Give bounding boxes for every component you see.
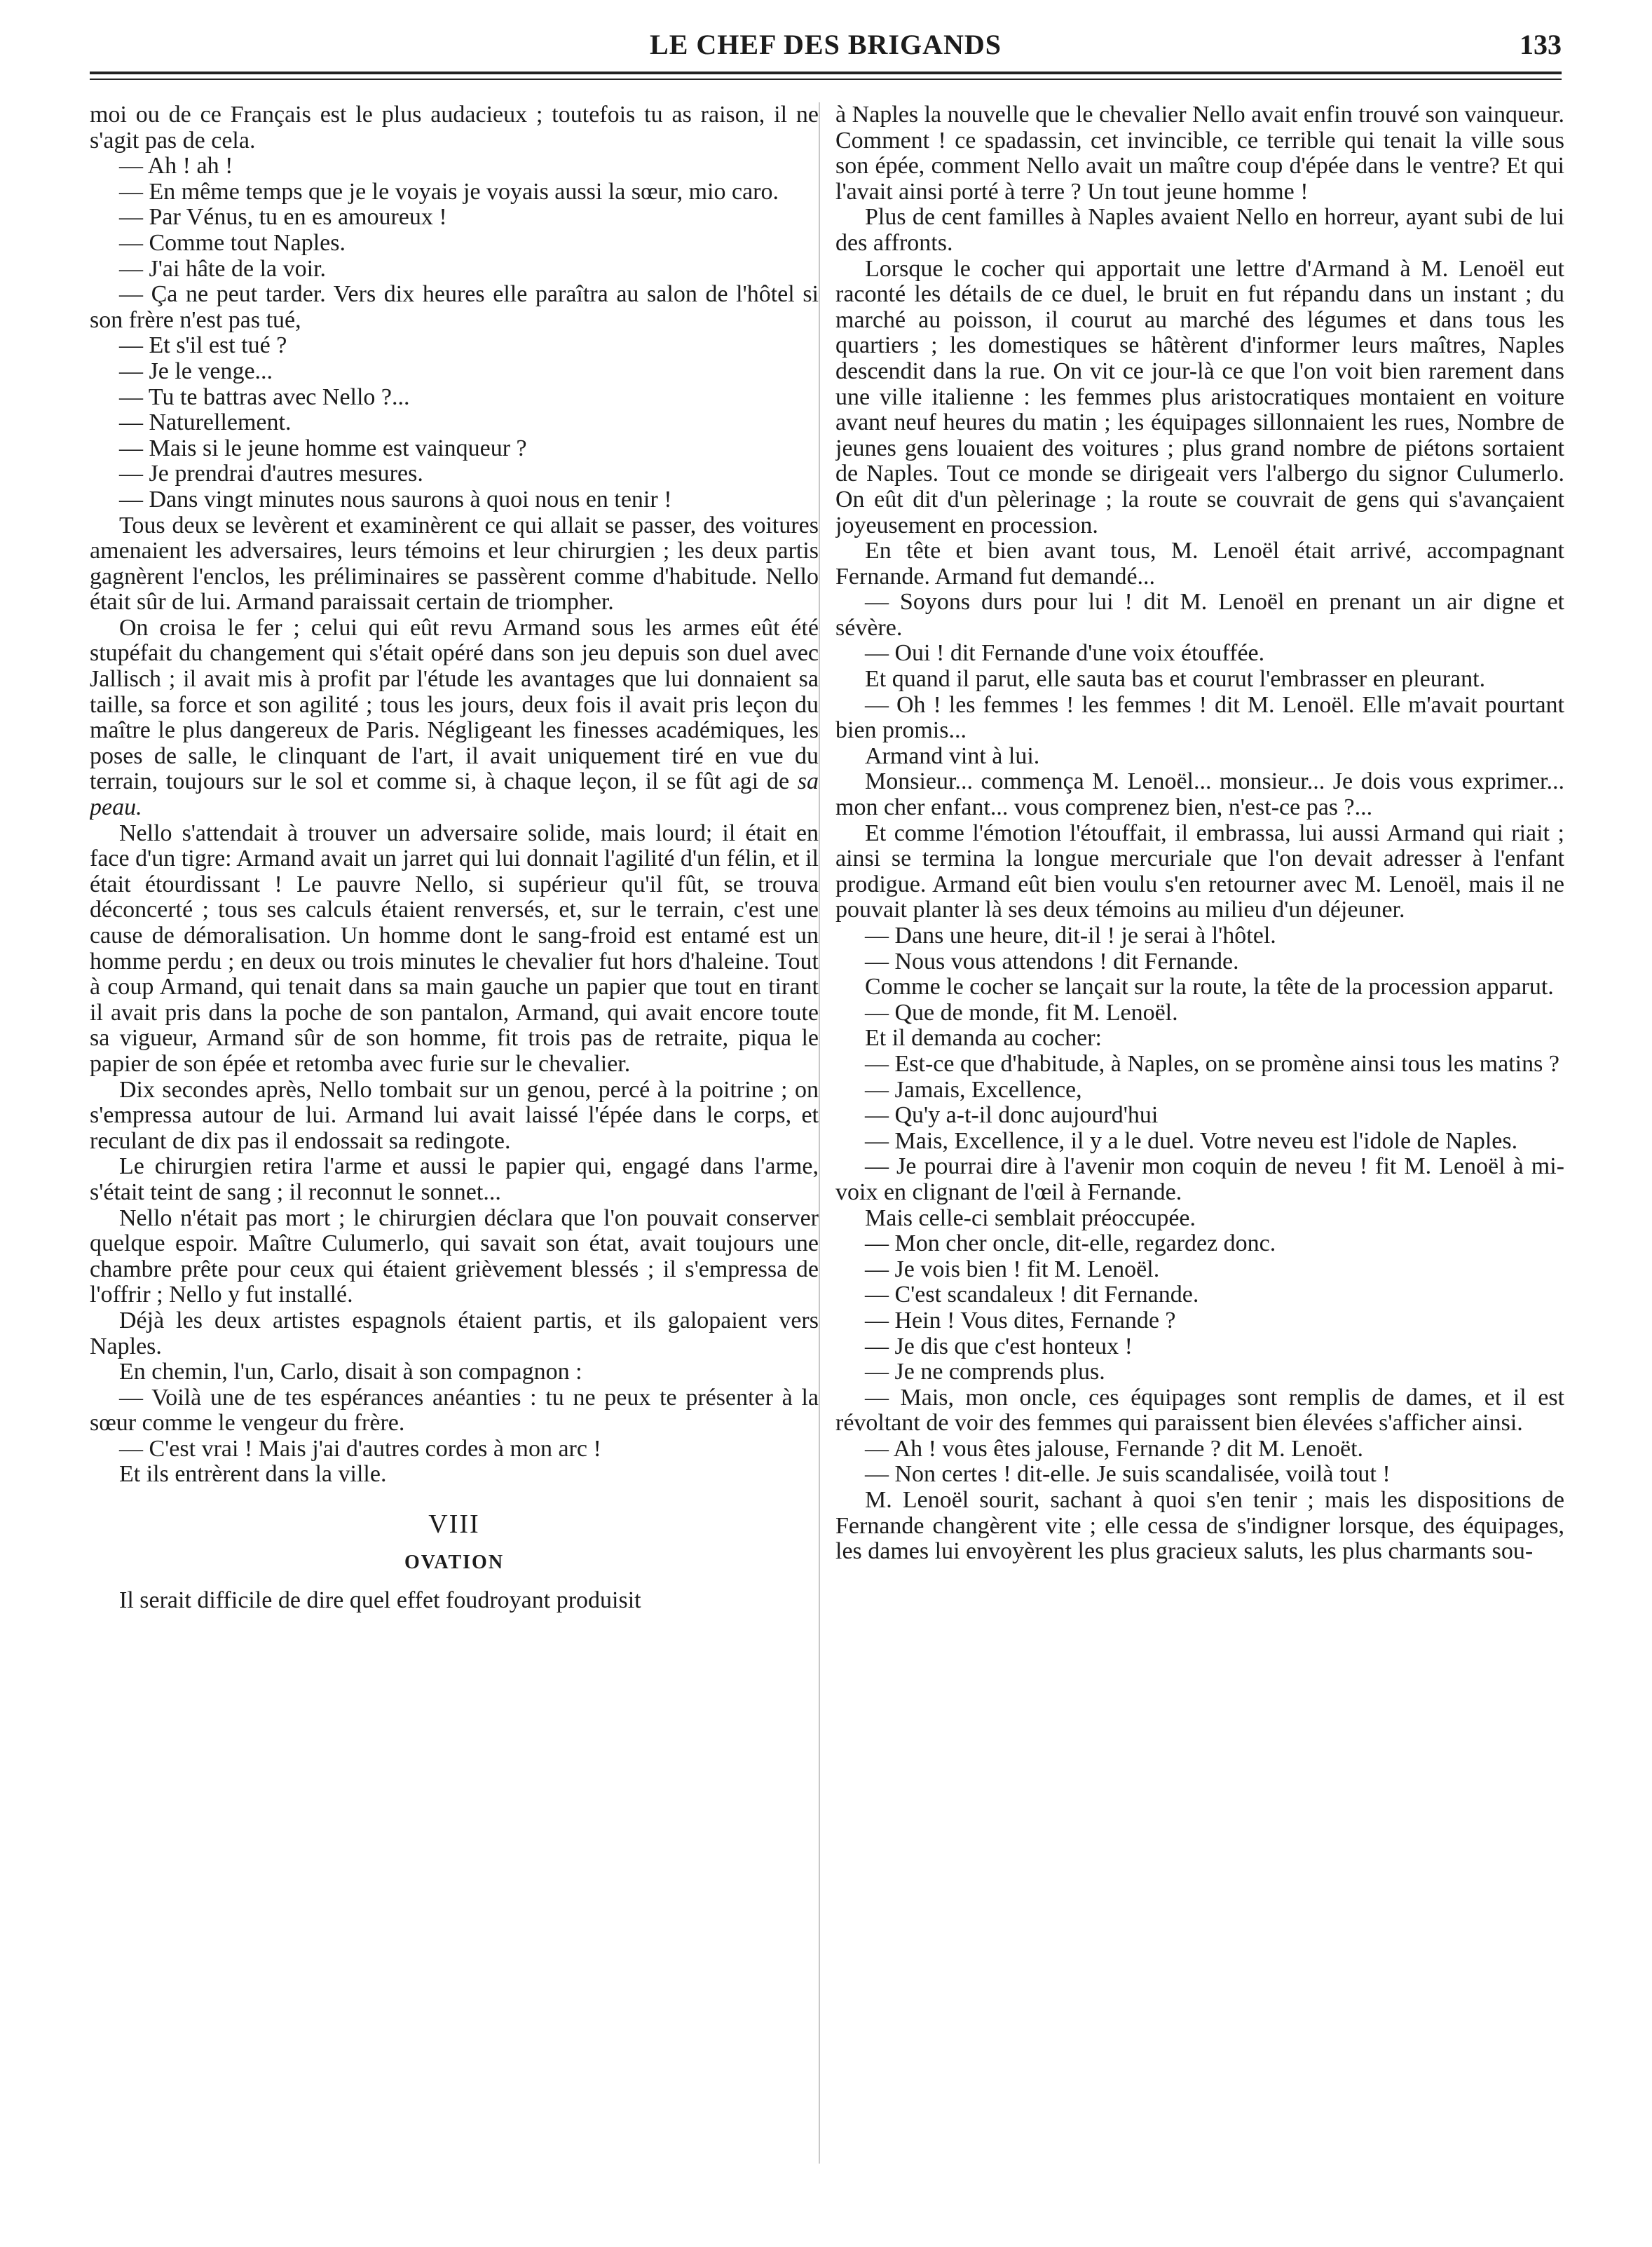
paragraph: à Naples la nouvelle que le chevalier Nello avait enfin trouvé son vainqueur. Comment ! ce spadassin, cet invincible, ce terrible qui tenait la ville sous son épée, comment Nello avait un maître coup d'épée dans le ventre? Et qui l'avait ainsi porté à terre ? Un tout jeune homme ! [835, 102, 1564, 205]
dialogue-line: — Dans vingt minutes nous saurons à quoi nous en tenir ! [119, 486, 672, 512]
dialogue-line: — Ça ne peut tarder. Vers dix heures elle paraîtra au salon de l'hôtel si son frère n'est pas tué, [90, 281, 819, 333]
dialogue-line: — Non certes ! dit-elle. Je suis scandalisée, voilà tout ! [865, 1461, 1391, 1488]
dialogue-line: — Je prendrai d'autres mesures. [119, 461, 423, 487]
column-divider [819, 102, 820, 2164]
paragraph: Déjà les deux artistes espagnols étaient partis, et ils galopaient vers Naples. [90, 1307, 819, 1359]
dialogue-line: — Ah ! vous êtes jalouse, Fernande ? dit M. Lenoët. [865, 1435, 1364, 1462]
dialogue-line: — Que de monde, fit M. Lenoël. [865, 999, 1178, 1026]
paragraph: Et il demanda au cocher: [865, 1025, 1102, 1052]
dialogue-line: — Mon cher oncle, dit-elle, regardez donc. [865, 1230, 1276, 1257]
paragraph: Et ils entrèrent dans la ville. [119, 1461, 387, 1488]
right-column [835, 102, 1564, 2164]
paragraph: Nello s'attendait à trouver un adversaire solide, mais lourd; il était en face d'un tigre: Armand avait un jarret qui lui donnait l'agilité d'un félin, et il était étourdissant ! Le pauvre Nello, si supérieur qu'il fût, se trouva déconcerté ; tous ses calculs étaient renversés, et, sur le terrain, c'est une cause de démoralisation. Un homme dont le sang-froid est entamé est un homme perdu ; en deux ou trois minutes le chevalier fut hors d'haleine. Tout à coup Armand, qui tenait dans sa main gauche un papier que tout en tirant il avait pris dans la poche de son pantalon, Armand, qui avait encore toute sa vigueur, Armand sûr de son homme, fit trois pas de retraite, piqua le papier de son épée et retomba avec furie sur le chevalier. [90, 820, 819, 1077]
paragraph: Nello n'était pas mort ; le chirurgien déclara que l'on pouvait conserver quelque espoir. Maître Culumerlo, qui savait son état, avait toujours une chambre prête pour ceux qui étaient grièvement blessés ; il s'empressa de l'offrir ; Nello y fut installé. [90, 1204, 819, 1308]
header-rule-thin [90, 79, 1562, 80]
dialogue-line: — Je vois bien ! fit M. Lenoël. [865, 1256, 1160, 1282]
paragraph [90, 616, 819, 821]
dialogue-line: — Je le venge... [119, 358, 273, 384]
chapter-number: VIII [428, 1509, 480, 1540]
dialogue-line: — Oui ! dit Fernande d'une voix étouffée. [865, 640, 1265, 667]
paragraph: Tous deux se levèrent et examinèrent ce qui allait se passer, des voitures amenaient les adversaires, leurs témoins et leur chirurgien ; les deux partis gagnèrent l'enclos, les préliminaires se passèrent comme d'habitude. Nello était sûr de lui. Armand paraissait certain de triompher. [90, 512, 819, 616]
dialogue-line: — J'ai hâte de la voir. [119, 255, 327, 282]
paragraph: Lorsque le cocher qui apportait une lettre d'Armand à M. Lenoël eut raconté les détails de ce duel, le bruit en fut répandu dans un instant ; du marché au poisson, il courut au marché des légumes et dans tous les quartiers ; les domestiques se hâtèrent d'informer leurs maîtres, Naples descendit dans la rue. On vit ce jour-là ce que l'on voit bien rarement dans une ville italienne : les femmes plus aristocratiques montaient en voiture avant neuf heures du matin ; les équipages sillonnaient les rues, Nombre de jeunes gens louaient des voitures ; plus grand nombre de piétons sortaient de Naples. Tout ce monde se dirigeait vers l'albergo du signor Culumerlo. On eût dit d'un pèlerinage ; la route se couvrait de gens qui s'avançaient joyeusement en procession. [835, 255, 1564, 538]
paragraph: Il serait difficile de dire quel effet foudroyant produisit [119, 1587, 641, 1614]
dialogue-line: — Mais, mon oncle, ces équipages sont remplis de dames, et il est révoltant de voir des femmes qui paraissent bien élevées s'afficher ainsi. [835, 1384, 1564, 1437]
dialogue-line: — Soyons durs pour lui ! dit M. Lenoël en prenant un air digne et sévère. [835, 589, 1564, 641]
dialogue-line: — Et s'il est tué ? [119, 332, 287, 359]
dialogue-line: — Ah ! ah ! [119, 153, 233, 179]
dialogue-line: — Dans une heure, dit-il ! je serai à l'hôtel. [865, 923, 1276, 949]
dialogue-line: — Hein ! Vous dites, Fernande ? [865, 1307, 1176, 1333]
dialogue-line: — Jamais, Excellence, [865, 1076, 1082, 1103]
dialogue-line: — C'est vrai ! Mais j'ai d'autres cordes à mon arc ! [119, 1435, 601, 1462]
dialogue-line: — Je dis que c'est honteux ! [865, 1333, 1133, 1359]
dialogue-line: — Oh ! les femmes ! les femmes ! dit M. Lenoël. Elle m'avait pourtant bien promis... [835, 691, 1564, 744]
dialogue-line: — Je pourrai dire à l'avenir mon coquin de neveu ! fit M. Lenoël à mi-voix en clignant de l'œil à Fernande. [835, 1153, 1564, 1205]
dialogue-line: — Voilà une de tes espérances anéanties : tu ne peux te présenter à la sœur comme le vengeur du frère. [90, 1384, 819, 1437]
dialogue-line: — Mais si le jeune homme est vainqueur ? [119, 435, 527, 461]
paragraph: moi ou de ce Français est le plus audacieux ; toutefois tu as raison, il ne s'agit pas de cela. [90, 102, 819, 154]
page-number: 133 [1520, 29, 1562, 60]
header-rule-thick [90, 72, 1562, 74]
dialogue-line: — Naturellement. [119, 409, 292, 436]
paragraph: En tête et bien avant tous, M. Lenoël était arrivé, accompagnant Fernande. Armand fut demandé... [835, 538, 1564, 590]
paragraph: M. Lenoël sourit, sachant à quoi s'en tenir ; mais les dispositions de Fernande changèrent vite ; elle cessa de s'indigner lorsque, des équipages, les dames lui envoyèrent les plus gracieux saluts, les plus charmants sou- [835, 1487, 1564, 1565]
dialogue-line: — Nous vous attendons ! dit Fernande. [865, 948, 1239, 975]
paragraph-text: On croisa le fer ; celui qui eût revu Armand sous les armes eût été stupéfait du changement qui s'était opéré dans son jeu depuis son duel avec Jallisch ; il avait mis à profit par l'étude les avantages que lui donnaient sa taille, sa force et son agilité ; tous les jours, deux fois il avait pris leçon du maître le plus dangereux de Paris. Négligeant les finesses académiques, les poses de salle, le clinquant de l'art, il avait uniquement tiré en vue du terrain, toujours sur le sol et comme si, à chaque leçon, il se fût agi de [90, 614, 819, 795]
paragraph: Mais celle-ci semblait préoccupée. [865, 1204, 1196, 1231]
paragraph: Armand vint à lui. [865, 742, 1040, 769]
dialogue-line: — C'est scandaleux ! dit Fernande. [865, 1282, 1199, 1308]
left-column [90, 102, 819, 2164]
italic-phrase: sa peau. [90, 768, 819, 821]
paragraph: Monsieur... commença M. Lenoël... monsieur... Je dois vous exprimer... mon cher enfant... vous comprenez bien, n'est-ce pas ?... [835, 768, 1564, 821]
dialogue-line: — En même temps que je le voyais je voyais aussi la sœur, mio caro. [119, 178, 779, 205]
paragraph: Dix secondes après, Nello tombait sur un genou, percé à la poitrine ; on s'empressa autour de lui. Armand lui avait laissé l'épée dans le corps, et reculant de dix pas il endossait sa redingote. [90, 1076, 819, 1154]
dialogue-line: — Mais, Excellence, il y a le duel. Votre neveu est l'idole de Naples. [865, 1127, 1518, 1154]
paragraph: Plus de cent familles à Naples avaient Nello en horreur, ayant subi de lui des affronts. [835, 204, 1564, 256]
paragraph: Et quand il parut, elle sauta bas et courut l'embrasser en pleurant. [865, 666, 1486, 693]
dialogue-line: — Par Vénus, tu en es amoureux ! [119, 204, 447, 231]
paragraph: Et comme l'émotion l'étouffait, il embrassa, lui aussi Armand qui riait ; ainsi se termina la longue mercuriale que l'on devait adresser à l'enfant prodigue. Armand eût bien voulu s'en retourner avec M. Lenoël, mais il ne pouvait planter là ses deux témoins au milieu d'un déjeuner. [835, 820, 1564, 923]
paragraph: En chemin, l'un, Carlo, disait à son compagnon : [119, 1359, 582, 1385]
dialogue-line: — Comme tout Naples. [119, 229, 346, 256]
chapter-title: OVATION [404, 1551, 505, 1573]
dialogue-line: — Qu'y a-t-il donc aujourd'hui [865, 1102, 1159, 1129]
paragraph: Le chirurgien retira l'arme et aussi le papier qui, engagé dans l'arme, s'était teint de sang ; il reconnut le sonnet... [90, 1153, 819, 1205]
dialogue-line: — Je ne comprends plus. [865, 1359, 1105, 1385]
running-title: LE CHEF DES BRIGANDS [650, 29, 1002, 60]
page-header [90, 28, 1562, 70]
dialogue-line: — Est-ce que d'habitude, à Naples, on se promène ainsi tous les matins ? [865, 1050, 1559, 1077]
dialogue-line: — Tu te battras avec Nello ?... [119, 383, 410, 410]
paragraph: Comme le cocher se lançait sur la route, la tête de la procession apparut. [865, 974, 1554, 1000]
